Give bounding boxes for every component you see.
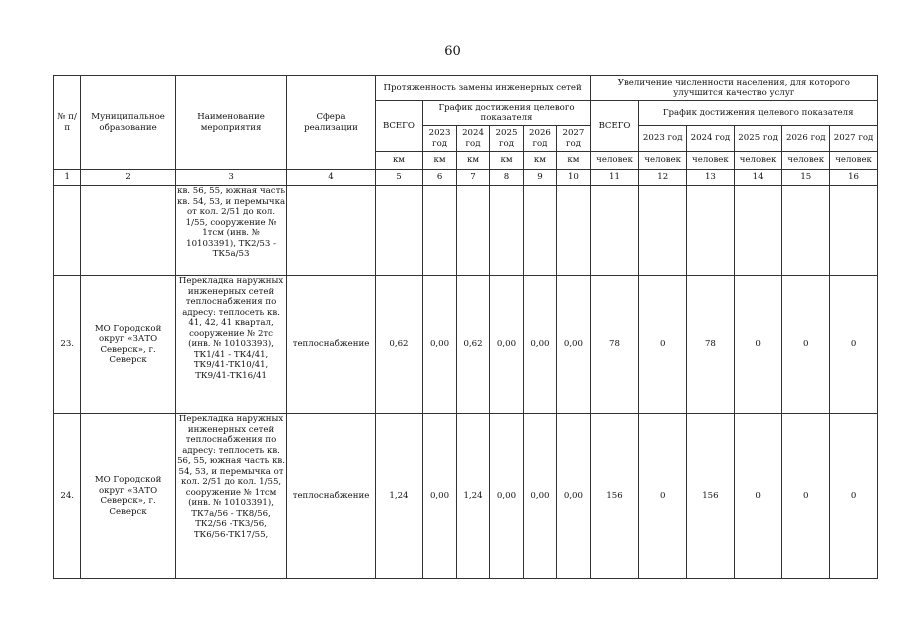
row-municipality: МО Городской округ «ЗАТО Северск», г. Северск [81,414,175,579]
header-num: № п/п [54,76,81,170]
row-value: 0,00 [557,276,590,414]
row-municipality: МО Городской округ «ЗАТО Северск», г. Северск [81,276,175,414]
measures-table [53,75,878,579]
row-value: 0,00 [423,276,456,414]
row-value: 156 [687,414,735,579]
row-value [782,186,830,276]
header-year-2024: 2024 год [687,126,735,152]
header-pop-group: Увеличение численности населения, для которого улучшится качество услуг [590,76,877,101]
unit-people: человек [687,152,735,170]
page-number: 60 [444,44,461,59]
header-year-2027: 2027 год [830,126,878,152]
row-sphere: теплоснабжение [287,276,375,414]
header-year-2023: 2023 год [639,126,687,152]
unit-km: км [375,152,423,170]
unit-km: км [423,152,456,170]
unit-km: км [523,152,556,170]
row-value [375,186,423,276]
header-length-group: Протяженность замены инженерных сетей [375,76,590,101]
row-value: 0,00 [423,414,456,579]
row-value [734,186,782,276]
row-value [490,186,523,276]
col-number: 9 [523,170,556,186]
row-value: 0,00 [490,414,523,579]
row-value: 0 [734,414,782,579]
unit-km: км [557,152,590,170]
row-value [590,186,639,276]
row-value: 0,00 [523,414,556,579]
header-year-2026: 2026 год [523,126,556,152]
row-value: 0,00 [557,414,590,579]
row-value: 0 [830,414,878,579]
row-value: 78 [590,276,639,414]
unit-km: км [490,152,523,170]
row-value: 0 [782,276,830,414]
col-number: 14 [734,170,782,186]
row-value [423,186,456,276]
unit-people: человек [830,152,878,170]
table-row [54,186,878,276]
col-number: 6 [423,170,456,186]
header-year-2023: 2023 год [423,126,456,152]
row-sphere [287,186,375,276]
row-value [557,186,590,276]
unit-km: км [456,152,489,170]
row-value [456,186,489,276]
row-value: 0,62 [375,276,423,414]
row-municipality [81,186,175,276]
header-sphere: Сфера реализации [287,76,375,170]
row-value: 1,24 [456,414,489,579]
row-value [523,186,556,276]
row-value: 0,00 [490,276,523,414]
col-number: 10 [557,170,590,186]
header-measure: Наименование мероприятия [175,76,287,170]
col-number: 4 [287,170,375,186]
row-num: 24. [54,414,81,579]
header-municipality: Муниципальное образование [81,76,175,170]
row-value: 1,24 [375,414,423,579]
row-num: 23. [54,276,81,414]
table-row [54,276,878,414]
col-number: 2 [81,170,175,186]
row-value: 0 [639,276,687,414]
col-number: 5 [375,170,423,186]
col-number: 12 [639,170,687,186]
row-value: 78 [687,276,735,414]
row-measure: Перекладка наружных инженерных сетей теплоснабжения по адресу: теплосеть кв. 56, 55, южная часть кв. 54, 53, и перемычка от кол. 2/51 до кол. 1/55, сооружение № 1тсм (инв. № 10103391), ТК7а/56 - ТК8/56, ТК2/56 -ТК3/56, ТК6/56-ТК17/55, [175,414,287,579]
row-value [830,186,878,276]
col-number: 3 [175,170,287,186]
unit-people: человек [734,152,782,170]
row-num [54,186,81,276]
header-pop-schedule: График достижения целевого показателя [639,101,878,126]
col-number: 13 [687,170,735,186]
row-value: 0 [830,276,878,414]
row-value: 0 [782,414,830,579]
col-number: 16 [830,170,878,186]
header-year-2026: 2026 год [782,126,830,152]
unit-people: человек [590,152,639,170]
row-value: 0,62 [456,276,489,414]
unit-people: человек [639,152,687,170]
col-number: 7 [456,170,489,186]
header-year-2025: 2025 год [734,126,782,152]
row-value [687,186,735,276]
row-value: 0 [734,276,782,414]
col-number: 11 [590,170,639,186]
row-value: 156 [590,414,639,579]
header-year-2024: 2024 год [456,126,489,152]
row-value: 0,00 [523,276,556,414]
table-row [54,414,878,579]
row-value: 0 [639,414,687,579]
unit-people: человек [782,152,830,170]
row-value [639,186,687,276]
col-number: 8 [490,170,523,186]
header-length-schedule: График достижения целевого показателя [423,101,590,126]
col-number: 15 [782,170,830,186]
header-year-2025: 2025 год [490,126,523,152]
row-measure: кв. 56, 55, южная часть кв. 54, 53, и перемычка от кол. 2/51 до кол. 1/55, сооружение № 1тсм (инв. № 10103391), ТК2/53 - ТК5а/53 [175,186,287,276]
header-pop-total: ВСЕГО [590,101,639,152]
header-year-2027: 2027 год [557,126,590,152]
header-length-total: ВСЕГО [375,101,423,152]
row-sphere: теплоснабжение [287,414,375,579]
col-number: 1 [54,170,81,186]
row-measure: Перекладка наружных инженерных сетей теплоснабжения по адресу: теплосеть кв. 41, 42, 41 квартал, сооружение № 2тс (инв. № 10103393), ТК1/41 - ТК4/41, ТК9/41-ТК10/41, ТК9/41-ТК16/41 [175,276,287,414]
